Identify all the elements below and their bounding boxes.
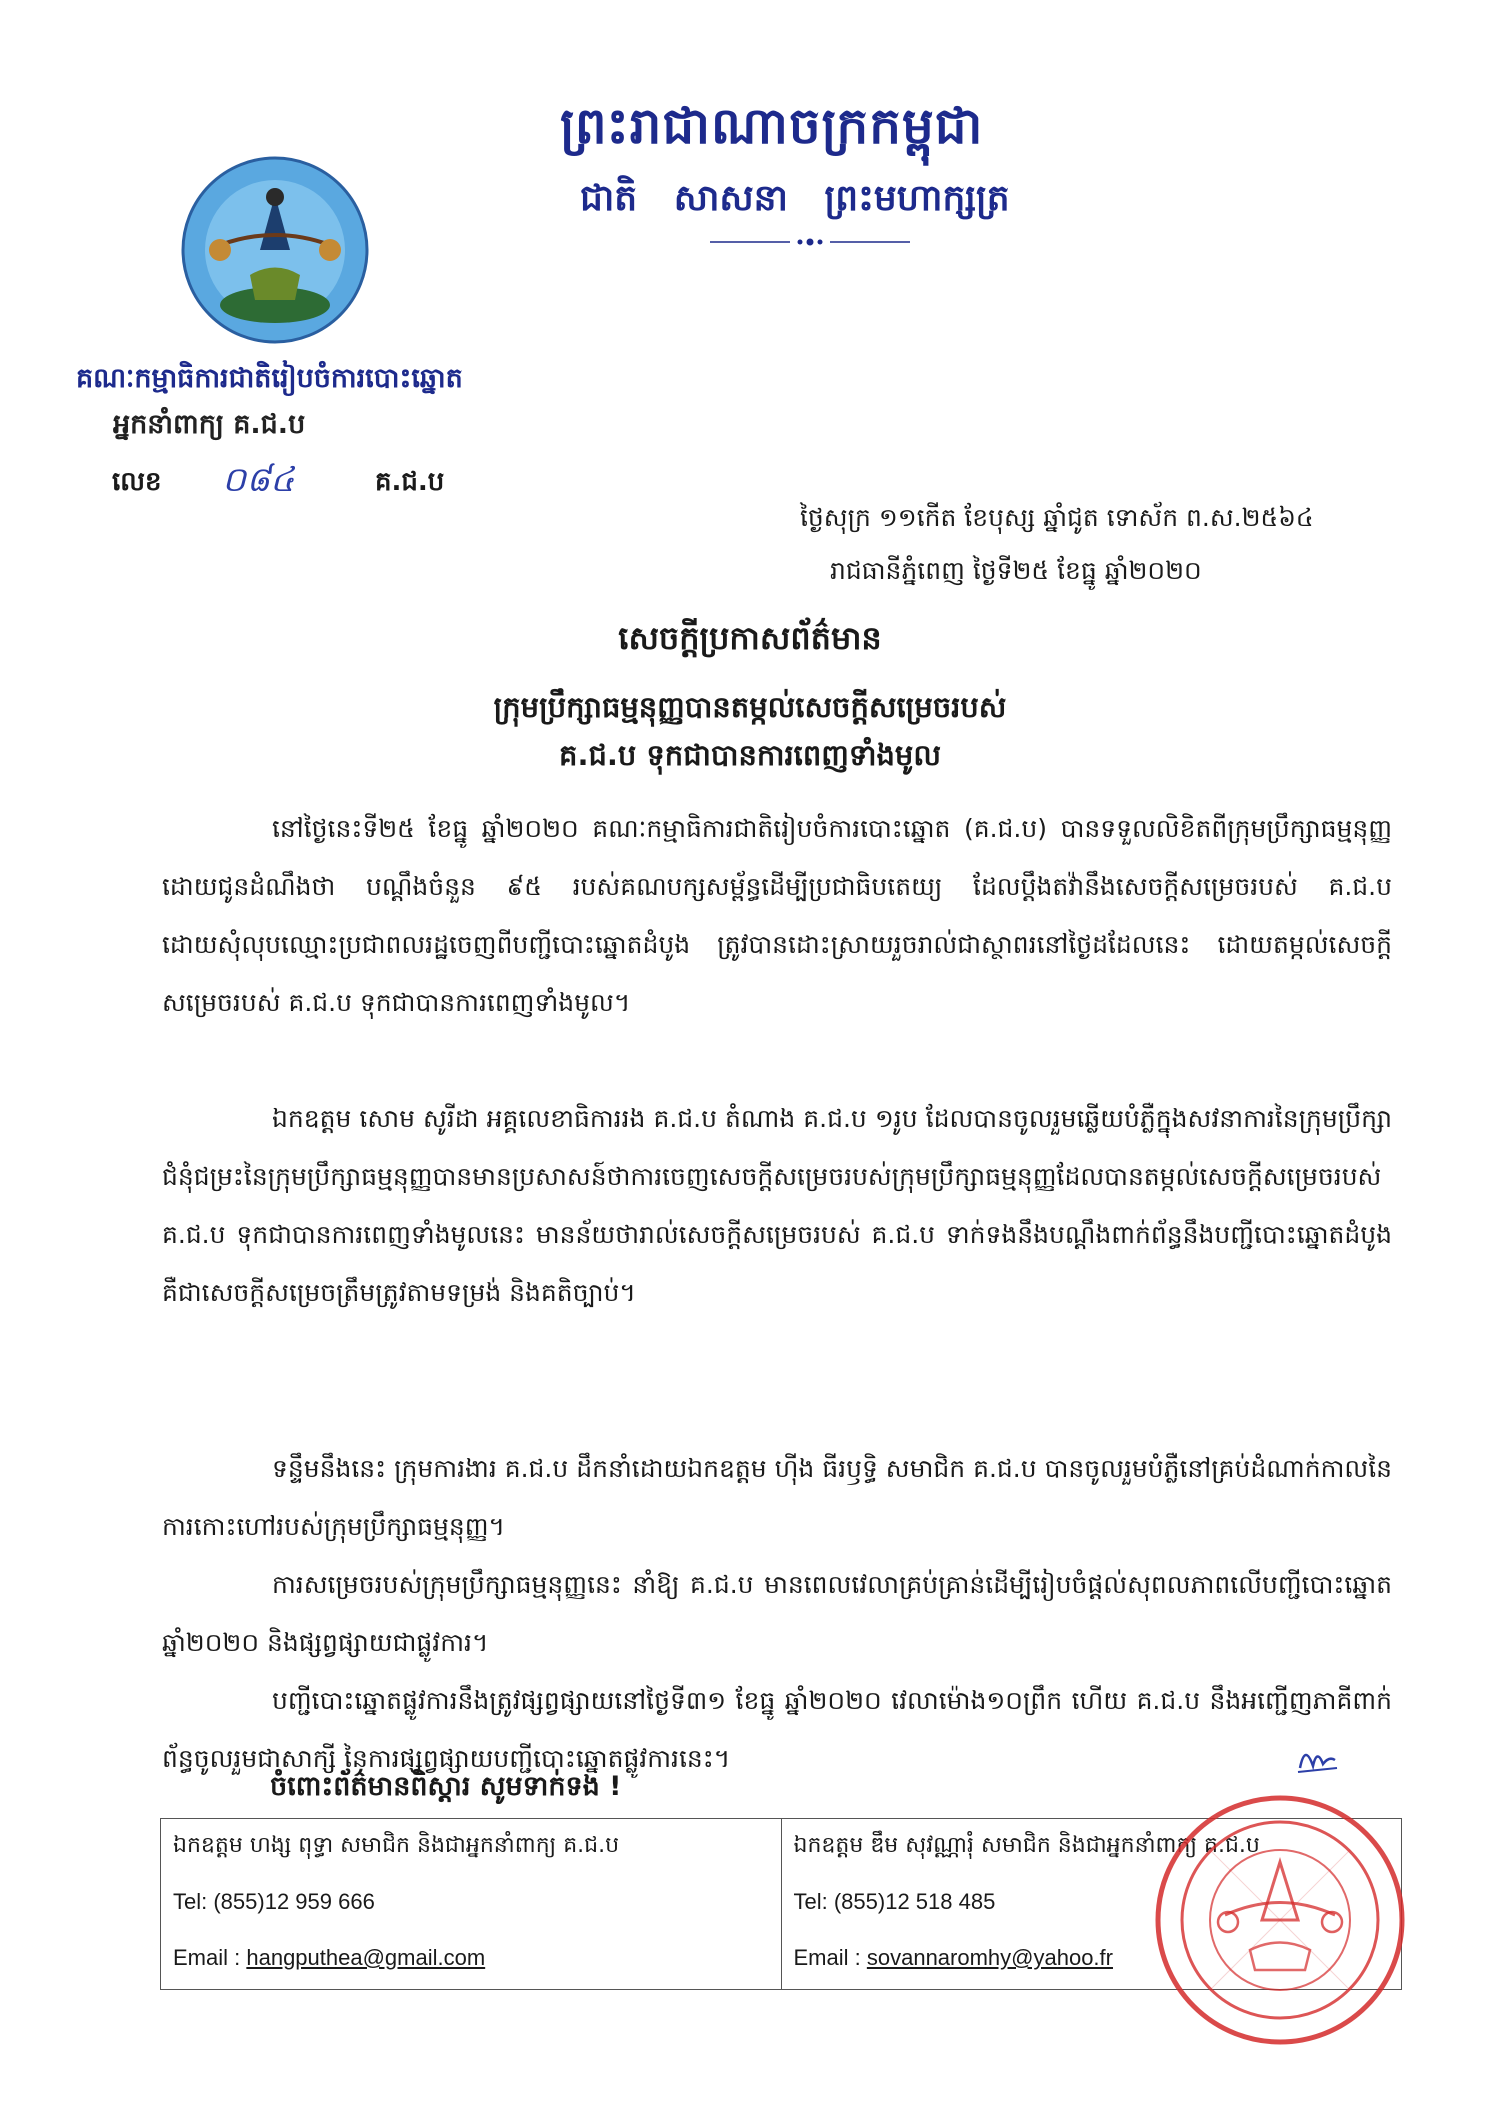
contact-name: ឯកឧត្តម ឌឹម សុវណ្ណារុំ សមាជិក និងជាអ្នកនាំពាក្យ គ.ជ.ប (793, 1833, 1260, 1858)
contact-phone: Tel: (855)12 959 666 (173, 1889, 375, 1914)
email-link[interactable]: sovannaromhy@yahoo.fr (866, 1945, 1113, 1970)
email-label: Email : (173, 1945, 247, 1970)
contact-name: ឯកឧត្តម ហង្ស ពុទ្ធា សមាជិក និងជាអ្នកនាំពាក្យ គ.ជ.ប (173, 1833, 620, 1858)
body-paragraph-2 (162, 1090, 1392, 1322)
motto-word-king: ព្រះមហាក្សត្រ (824, 178, 1010, 219)
lunar-date: ថ្ងៃសុក្រ ១១កើត ខែបុស្ស ឆ្នាំជូត ទោស័ក ព.ស.២៥៦៤ (800, 503, 1314, 532)
committee-name: គណៈកម្មាធិការជាតិរៀបចំការបោះឆ្នោត (76, 363, 463, 394)
document-title: សេចក្តីប្រកាសព័ត៌មាន (618, 619, 882, 657)
email-label: Email : (793, 1945, 867, 1970)
reference-suffix: គ.ជ.ប (375, 467, 445, 497)
reference-label: លេខ (112, 467, 162, 497)
motto-word-nation: ជាតិ (580, 178, 638, 219)
body-paragraph-4 (162, 1556, 1392, 1672)
reference-number: ០៨៤ (222, 460, 295, 500)
handwritten-initials (1295, 1738, 1340, 1778)
closing-line: ចំពោះព័ត៌មានពិស្តារ សូមទាក់ទង ! (270, 1771, 622, 1802)
paragraph-text: នៅថ្ងៃនេះទី២៥ ខែធ្នូ ឆ្នាំ២០២០ គណៈកម្មាធិការជាតិរៀបចំការបោះឆ្នោត (គ.ជ.ប) បានទទួលលិខិតពីក្រុមប្រឹក្សាធម្មនុញ្ញដោយជូនដំណឹងថា បណ្តឹងចំនួន ៩៥ របស់គណបក្សសម្ព័ន្ធដើម្បីប្រជាធិបតេយ្យ ដែលប្តឹងតវ៉ានឹងសេចក្តីសម្រេចរបស់ គ.ជ.ប ដោយសុំលុបឈ្មោះប្រជាពលរដ្ឋចេញពីបញ្ជីបោះឆ្នោតដំបូង ត្រូវបានដោះស្រាយរួចរាល់ជាស្ថាពរនៅថ្ងៃដដែលនេះ ដោយតម្កល់សេចក្តីសម្រេចរបស់ គ.ជ.ប ទុកជាបានការពេញទាំងមូល។ (162, 814, 1392, 1017)
paragraph-text: ទន្ទឹមនឹងនេះ ក្រុមការងារ គ.ជ.ប ដឹកនាំដោយឯកឧត្តម ហ៊ីង ធីរឫទ្ធិ សមាជិក គ.ជ.ប បានចូលរួមបំភ្លឺនៅគ្រប់ដំណាក់កាលនៃការកោះហៅរបស់ក្រុមប្រឹក្សាធម្មនុញ្ញ។ (162, 1454, 1392, 1541)
kingdom-title: ព្រះរាជាណាចក្រកម្ពុជា (560, 97, 984, 155)
paragraph-text: ឯកឧត្តម សោម សូរីដា អគ្គលេខាធិការរង គ.ជ.ប តំណាង គ.ជ.ប ១រូប ដែលបានចូលរួមឆ្លើយបំភ្លឺក្នុងសវនាការនៃក្រុមប្រឹក្សាជំនុំជម្រះនៃក្រុមប្រឹក្សាធម្មនុញ្ញបានមានប្រសាសន៍ថាការចេញសេចក្តីសម្រេចរបស់ក្រុមប្រឹក្សាធម្មនុញ្ញដែលបានតម្កល់សេចក្តីសម្រេចរបស់ គ.ជ.ប ទុកជាបានការពេញទាំងមូលនេះ មានន័យថារាល់សេចក្តីសម្រេចរបស់ គ.ជ.ប ទាក់ទងនឹងបណ្តឹងពាក់ព័ន្ធនឹងបញ្ជីបោះឆ្នោតដំបូង គឺជាសេចក្តីសម្រេចត្រឹមត្រូវតាមទម្រង់ និងគតិច្បាប់។ (162, 1104, 1392, 1307)
contact-cell-1 (161, 1819, 781, 1989)
divider-ornament (710, 236, 910, 248)
motto-word-religion: សាសនា (673, 178, 788, 219)
national-motto (580, 175, 1010, 228)
subtitle-line-2: គ.ជ.ប ទុកជាបានការពេញទាំងមូល (559, 738, 941, 772)
spokesperson-label: អ្នកនាំពាក្យ គ.ជ.ប (113, 409, 306, 440)
paragraph-text: បញ្ជីបោះឆ្នោតផ្លូវការនឹងត្រូវផ្សព្វផ្សាយនៅថ្ងៃទី៣១ ខែធ្នូ ឆ្នាំ២០២០ វេលាម៉ោង១០ព្រឹក ហើយ គ.ជ.ប នឹងអញ្ជើញភាគីពាក់ព័ន្ធចូលរួមជាសាក្សី នៃការផ្សព្វផ្សាយបញ្ជីបោះឆ្នោតផ្លូវការនេះ។ (162, 1686, 1392, 1773)
official-seal-stamp (1150, 1790, 1410, 2050)
solar-date: រាជធានីភ្នំពេញ ថ្ងៃទី២៥ ខែធ្នូ ឆ្នាំ២០២០ (830, 556, 1202, 585)
body-paragraph-1 (162, 800, 1392, 1032)
subtitle-line-1: ក្រុមប្រឹក្សាធម្មនុញ្ញបានតម្កល់សេចក្តីសម្រេចរបស់ (493, 690, 1007, 724)
body-paragraph-3 (162, 1440, 1392, 1556)
contact-phone: Tel: (855)12 518 485 (793, 1889, 996, 1914)
contact-email-row (173, 1937, 769, 1993)
paragraph-text: ការសម្រេចរបស់ក្រុមប្រឹក្សាធម្មនុញ្ញនេះ នាំឱ្យ គ.ជ.ប មានពេលវេលាគ្រប់គ្រាន់ដើម្បីរៀបចំផ្តល់សុពលភាពលើបញ្ជីបោះឆ្នោត ឆ្នាំ២០២០ និងផ្សព្វផ្សាយជាផ្លូវការ។ (162, 1570, 1392, 1657)
nec-logo (180, 155, 370, 345)
email-link[interactable]: hangputhea@gmail.com (246, 1945, 486, 1970)
